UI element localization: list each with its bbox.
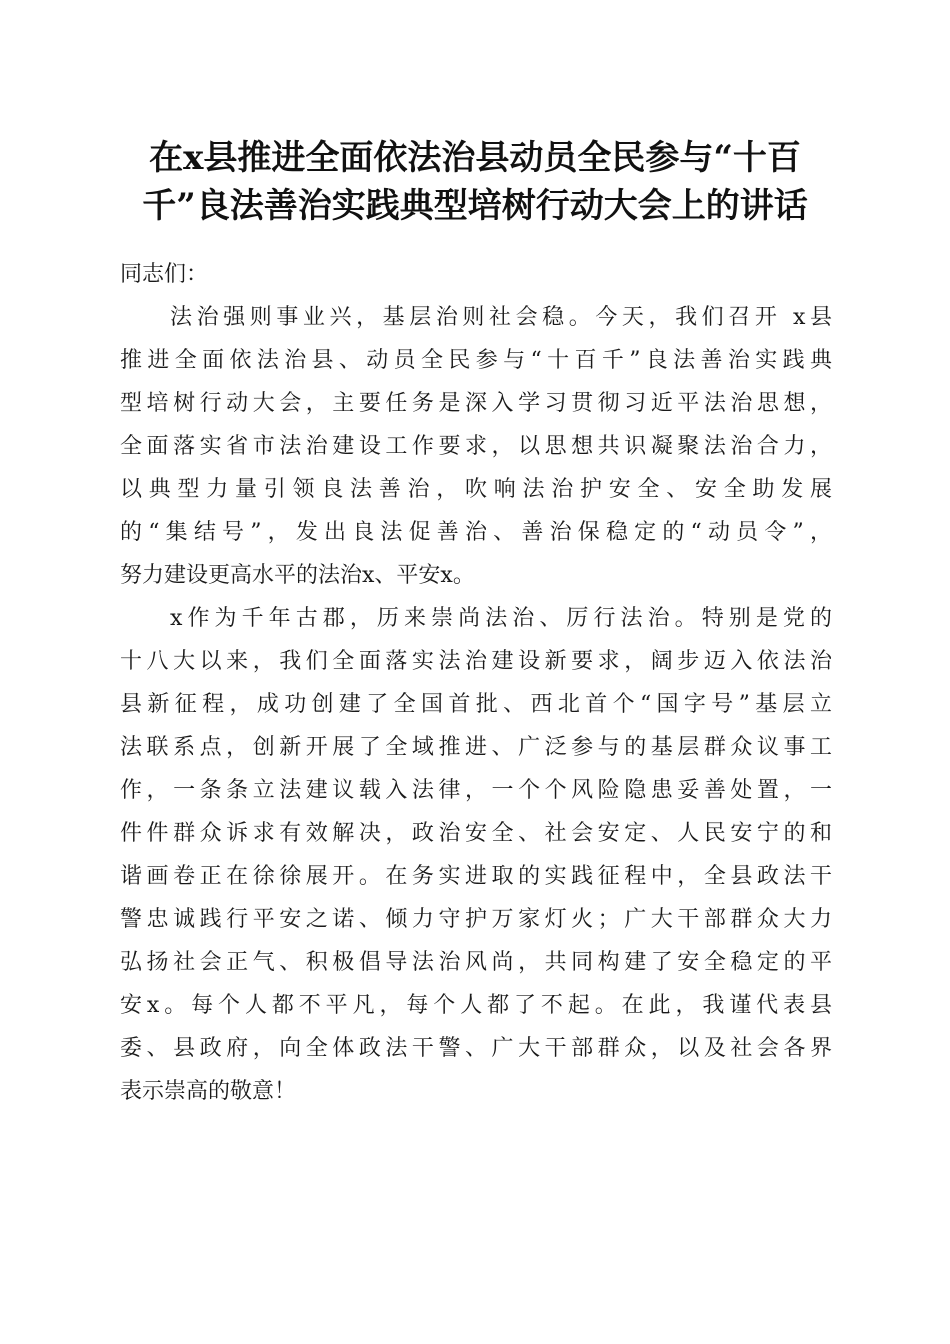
paragraph-line: 安x。每个人都不平凡，每个人都了不起。在此，我谨代表县 [120, 993, 832, 1018]
paragraph-line: 法治强则事业兴，基层治则社会稳。今天，我们召开 x县 [170, 305, 832, 330]
document-body [120, 253, 832, 1113]
paragraph-2 [120, 597, 832, 1113]
paragraph-line: 弘扬社会正气、积极倡导法治风尚，共同构建了安全稳定的平 [120, 950, 832, 975]
paragraph-line: 全面落实省市法治建设工作要求，以思想共识凝聚法治合力， [120, 434, 832, 459]
paragraph-line: 件件群众诉求有效解决，政治安全、社会安定、人民安宁的和 [120, 821, 832, 846]
paragraph-line: x作为千年古郡，历来崇尚法治、厉行法治。特别是党的 [170, 606, 832, 631]
paragraph-line: 警忠诚践行平安之诺、倾力守护万家灯火；广大干部群众大力 [120, 907, 832, 932]
salutation: 同志们： [120, 262, 209, 287]
paragraph-line: 表示崇高的敬意！ [120, 1079, 297, 1104]
paragraph-line: 十八大以来，我们全面落实法治建设新要求，阔步迈入依法治 [120, 649, 832, 674]
paragraph-line: 作，一条条立法建议载入法律，一个个风险隐患妥善处置，一 [120, 778, 832, 803]
paragraph-line: 以典型力量引领良法善治，吹响法治护安全、安全助发展 [120, 477, 832, 502]
paragraph-line: 委、县政府，向全体政法干警、广大干部群众，以及社会各界 [120, 1036, 832, 1061]
document-title [110, 134, 840, 230]
paragraph-line: 努力建设更高水平的法治x、平安x。 [120, 563, 475, 588]
paragraph-line: 型培树行动大会，主要任务是深入学习贯彻习近平法治思想， [120, 391, 832, 416]
paragraph-1 [120, 296, 832, 597]
title-line-2: 千”良法善治实践典型培树行动大会上的讲话 [142, 186, 808, 226]
paragraph-line: 推进全面依法治县、动员全民参与“十百千”良法善治实践典 [120, 348, 832, 373]
paragraph-line: 县新征程，成功创建了全国首批、西北首个“国字号”基层立 [120, 692, 832, 717]
paragraph-line: 法联系点，创新开展了全域推进、广泛参与的基层群众议事工 [120, 735, 832, 760]
paragraph-line: 的“集结号”，发出良法促善治、善治保稳定的“动员令”， [120, 520, 832, 545]
paragraph-line: 谐画卷正在徐徐展开。在务实进取的实践征程中，全县政法干 [120, 864, 832, 889]
title-line-1: 在x县推进全面依法治县动员全民参与“十百 [149, 138, 801, 178]
